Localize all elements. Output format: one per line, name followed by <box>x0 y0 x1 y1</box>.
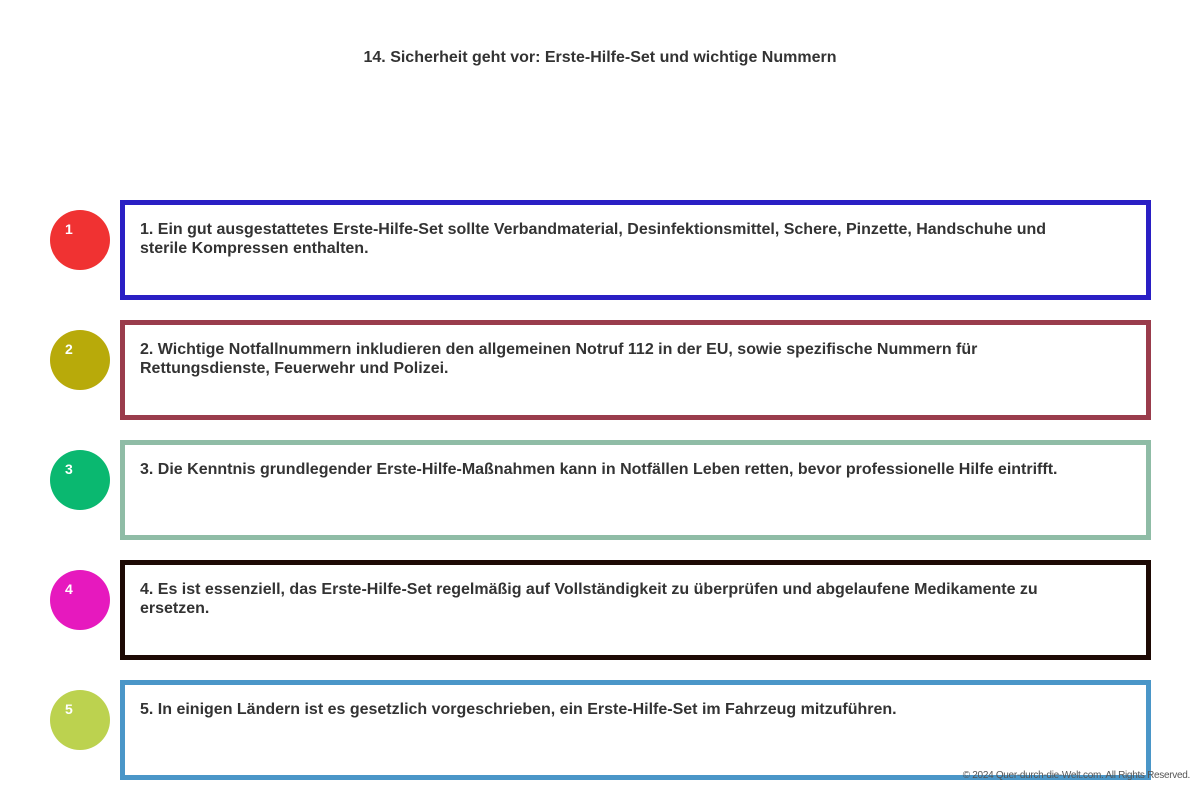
item-number: 4 <box>65 581 73 597</box>
item-number: 2 <box>65 341 73 357</box>
list-item <box>0 200 1200 300</box>
item-number: 5 <box>65 701 73 717</box>
page-title: 14. Sicherheit geht vor: Erste-Hilfe-Set und wichtige Nummern <box>363 49 837 66</box>
list-item <box>0 320 1200 420</box>
number-circle <box>50 690 110 750</box>
number-circle <box>50 570 110 630</box>
info-card-text: 3. Die Kenntnis grundlegender Erste-Hilfe-Maßnahmen kann in Notfällen Leben retten, bevor professionelle Hilfe eintrifft. <box>140 461 1058 478</box>
list-item <box>0 560 1200 660</box>
info-card-text: 2. Wichtige Notfallnummern inkludieren den allgemeinen Notruf 112 in der EU, sowie spezifische Nummern für Rettungsdienste, Feuerwehr und Polizei. <box>140 341 978 377</box>
info-card <box>120 320 1151 420</box>
info-card-text: 4. Es ist essenziell, das Erste-Hilfe-Set regelmäßig auf Vollständigkeit zu überprüfen und abgelaufene Medikamente zu ersetzen. <box>140 581 1038 617</box>
info-card <box>120 200 1151 300</box>
info-card <box>120 680 1151 780</box>
list-item <box>0 440 1200 540</box>
copyright-footer: © 2024 Quer-durch-die-Welt.com. All Rights Reserved. <box>962 770 1190 781</box>
info-card-text: 1. Ein gut ausgestattetes Erste-Hilfe-Set sollte Verbandmaterial, Desinfektionsmittel, Schere, Pinzette, Handschuhe und sterile Kompressen enthalten. <box>140 221 1047 257</box>
number-circle <box>50 330 110 390</box>
info-card <box>120 560 1151 660</box>
number-circle <box>50 210 110 270</box>
item-number: 1 <box>65 221 73 237</box>
info-card-text: 5. In einigen Ländern ist es gesetzlich vorgeschrieben, ein Erste-Hilfe-Set im Fahrzeug mitzuführen. <box>140 701 897 718</box>
number-circle <box>50 450 110 510</box>
item-number: 3 <box>65 461 73 477</box>
list-item <box>0 680 1200 780</box>
info-card <box>120 440 1151 540</box>
